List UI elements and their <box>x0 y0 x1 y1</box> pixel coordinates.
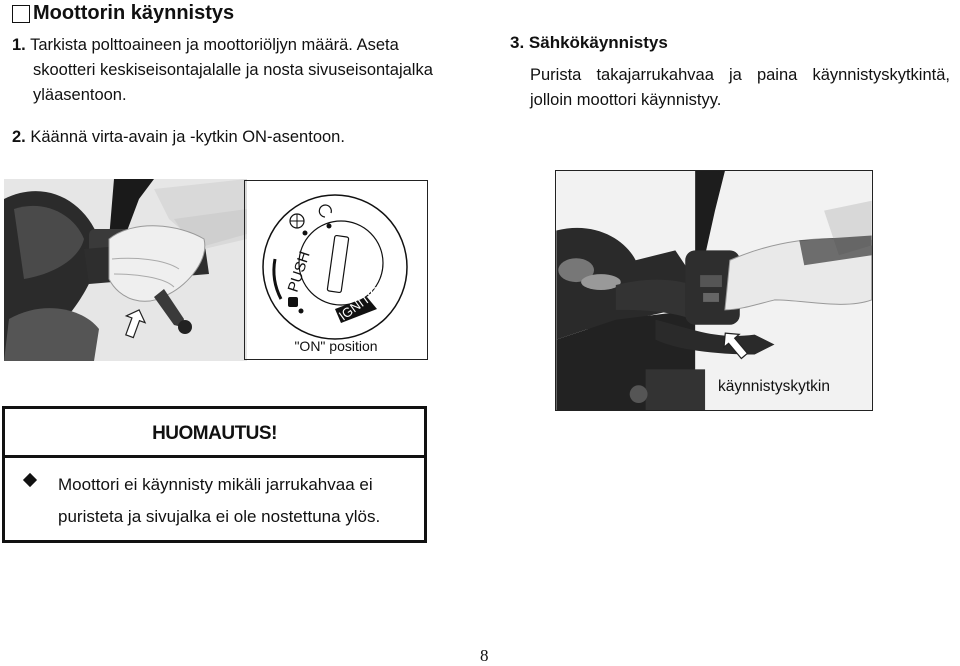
notice-title: HUOMAUTUS! <box>152 423 277 444</box>
step-3-text <box>530 63 950 113</box>
notice-box <box>2 406 427 543</box>
step-2 <box>12 125 345 150</box>
starter-switch-caption: käynnistyskytkin <box>718 378 830 395</box>
ignition-switch-drawing <box>245 181 427 359</box>
on-position-caption: "ON" position <box>294 338 378 354</box>
step-1-number: 1. <box>12 36 26 54</box>
section-title <box>12 2 234 25</box>
section-title-text: Moottorin käynnistys <box>33 2 235 24</box>
step-1-line-2: skootteri keskiseisontajalalle ja nosta sivuseisontajalka <box>33 61 433 79</box>
step-3-line-2: jolloin moottori käynnistyy. <box>530 91 722 109</box>
notice-line-1: Moottori ei käynnisty mikäli jarrukahvaa ei <box>58 475 373 494</box>
notice-text <box>58 469 380 533</box>
step-2-number: 2. <box>12 128 26 146</box>
step-2-text: Käännä virta-avain ja -kytkin ON-asentoon. <box>30 128 345 146</box>
step-1 <box>12 33 482 108</box>
checkbox-square <box>12 5 30 23</box>
step-1-line-1: Tarkista polttoaineen ja moottoriöljyn määrä. Aseta <box>30 36 399 54</box>
brake-lever-photo <box>4 179 247 361</box>
notice-divider <box>5 455 424 458</box>
ignition-label: IGNITION <box>335 277 392 324</box>
step-3-line-1: Purista takajarrukahvaa ja paina käynnistyskytkintä, <box>530 66 950 84</box>
notice-line-2: puristeta ja sivujalka ei ole nostettuna ylös. <box>58 507 381 526</box>
step-3-title: 3. Sähkökäynnistys <box>510 33 668 52</box>
diamond-bullet-icon <box>23 473 37 487</box>
step-1-line-3: yläasentoon. <box>33 86 127 104</box>
page-number: 8 <box>480 646 489 665</box>
starter-button-photo <box>555 170 873 411</box>
push-label: PUSH <box>284 249 314 295</box>
ignition-switch-diagram <box>244 180 428 360</box>
